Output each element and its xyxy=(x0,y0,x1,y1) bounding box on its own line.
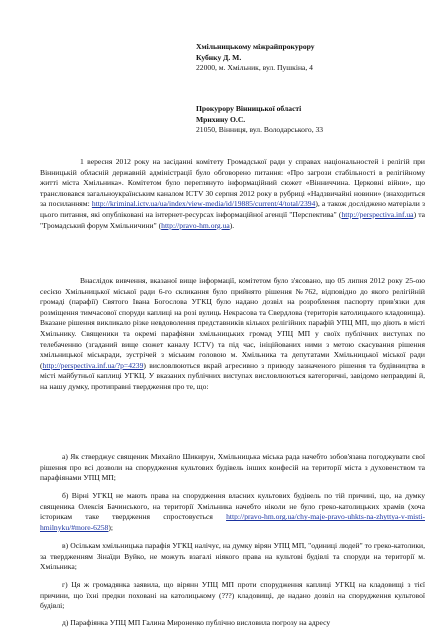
paragraph-item-d: г) Ця ж громадянка заявила, що вірянн УПЦ МП проти спорудження каплиці УГКЦ на кладовищі з тієї причини, що їхні предки поховані на католицькому (???) кладовищі, де надано дозвіл на спорудження культової будівлі; xyxy=(40,580,425,611)
paragraph-item-e: д) Парафіянка УПЦ МП Галина Мироненко публічно висловила погрозу на адресу xyxy=(62,618,331,627)
hyperlink[interactable]: http://perspectiva.inf.ua xyxy=(341,209,414,219)
hyperlink[interactable]: http://perspectiva.inf.ua/?p=4239 xyxy=(42,360,144,370)
paragraph-item-b: б) Вірні УГКЦ не мають права на спорудження власних культових будівель по тій причині, що, на думку священика Олексія Бачинського, на території Хмільника начебто ніколи не було греко-католицьких храмів (хоча історикам таке твердження спростовується http://pravo-hm.org.ua/chy-maje-pravo-uhkts-na-zhyttya-v-misti-hmilnyku/#more-6258); xyxy=(40,491,425,532)
hyperlink[interactable]: http://pravo-hm.org.ua xyxy=(161,220,230,230)
paragraph-intro: 1 вересня 2012 року на засіданні комітету Громадської ради у справах національностей і релігій при Вінницькій обласній державній адміністрації було обговорено питання: «Про загрози стабільності в релігійному житті міста Хмільника». Комітетом було переглянуто інформаційний сюжет «Вінниччина. Церковні війни», що транслювався загальноукраїнським каналом ICTV 30 серпня 2012 року в рубриці «Надзвичайні новини» (знаходиться за посиланням: http://kriminal.ictv.ua/ua/index/view-media/id/19885/current/4/total/2394), а також досліджено матеріали з цього питання, які опубліковані на інтернет-ресурсах інформаційної агенції "Перспектива" (http://perspectiva.inf.ua) та "Громадський форум Хмільничини" (http://pravo-hm.org.ua). xyxy=(40,157,426,230)
recipient-2-name: Мрихину О.С. xyxy=(196,114,246,124)
hyperlink[interactable]: http://kriminal.ictv.ua/ua/index/view-media/id/19885/current/4/total/2394 xyxy=(91,199,316,209)
recipient-2-title: Прокурору Вінницької області xyxy=(196,104,302,113)
recipient-2-address: 21050, Вінниця, вул. Володарського, 33 xyxy=(196,125,324,135)
recipient-block-2 xyxy=(196,104,323,136)
recipient-1-title: Хмільницькому міжрайпрокурору xyxy=(196,42,315,51)
paragraph-item-a: а) Як стверджує священик Михайло Шикирун, Хмільницька міська рада начебто зобов'язана погоджувати свої рішення про всі дозволи на спорудження культових будівель інших конфесій на території міста з духовенством та парафіянами УПЦ МП; xyxy=(40,452,425,483)
recipient-1-address: 22000, м. Хмільник, вул. Пушкіна, 4 xyxy=(196,63,313,73)
paragraph-findings: Внаслідок вивчення, вказаної вище інформації, комітетом було з'ясовано, що 05 липня 2012 року 25-ою сесією Хмільницької міської ради 6-го скликання було прийнято рішення №762, відповідно до якого релігійній громаді (парафії) Святого Івана Богослова УГКЦ було надано дозвіл на розроблення паспорту прив'язки для розміщення тимчасової споруди каплиці на розі вулиць Некрасова та Свердлова (територія католицького кладовища). Вказане рішення викликало різке невдоволення представників кількох релігійних парафій УПЦ МП, що діють в місті Хмільнику. Священики та окремі парафіяни хмільницьких громад УПЦ МП у своїх публічних виступах по телебаченню (згаданий вище сюжет каналу ICTV) та під час, ініційованих ними з метою скасування рішення хмільницької міськради, зустрічей з міським головою м. Хмільника та депутатами Хмільницької міської ради (http://perspectiva.inf.ua/?p=4239) висловлюються вкрай агресивно з приводу зазначеного рішення та будівництва в місті майбутньої каплиці УГКЦ. У вказаних публічних виступах висловлюються категоричні, завідомо неправдиві й, на нашу думку, протиправні твердження про те, що: xyxy=(40,276,425,391)
recipient-1-name: Кубнку Д. М. xyxy=(196,52,242,62)
paragraph-item-c: в) Осількам хмільницька парафія УГКЦ налічує, на думку вірян УПЦ МП, "одиниці людей" то греко-католики, за твердженням Зінаїди Вуйко, не можуть взагалі ніякого права на культові будівлі та споруди на території м. Хмільника; xyxy=(40,541,425,572)
hyperlink[interactable]: http://pravo-hm.org.ua/chy-maje-pravo-uhkts-na-zhyttya-v-misti-hmilnyku/#more-6258 xyxy=(40,512,425,532)
recipient-block-1 xyxy=(196,42,315,74)
